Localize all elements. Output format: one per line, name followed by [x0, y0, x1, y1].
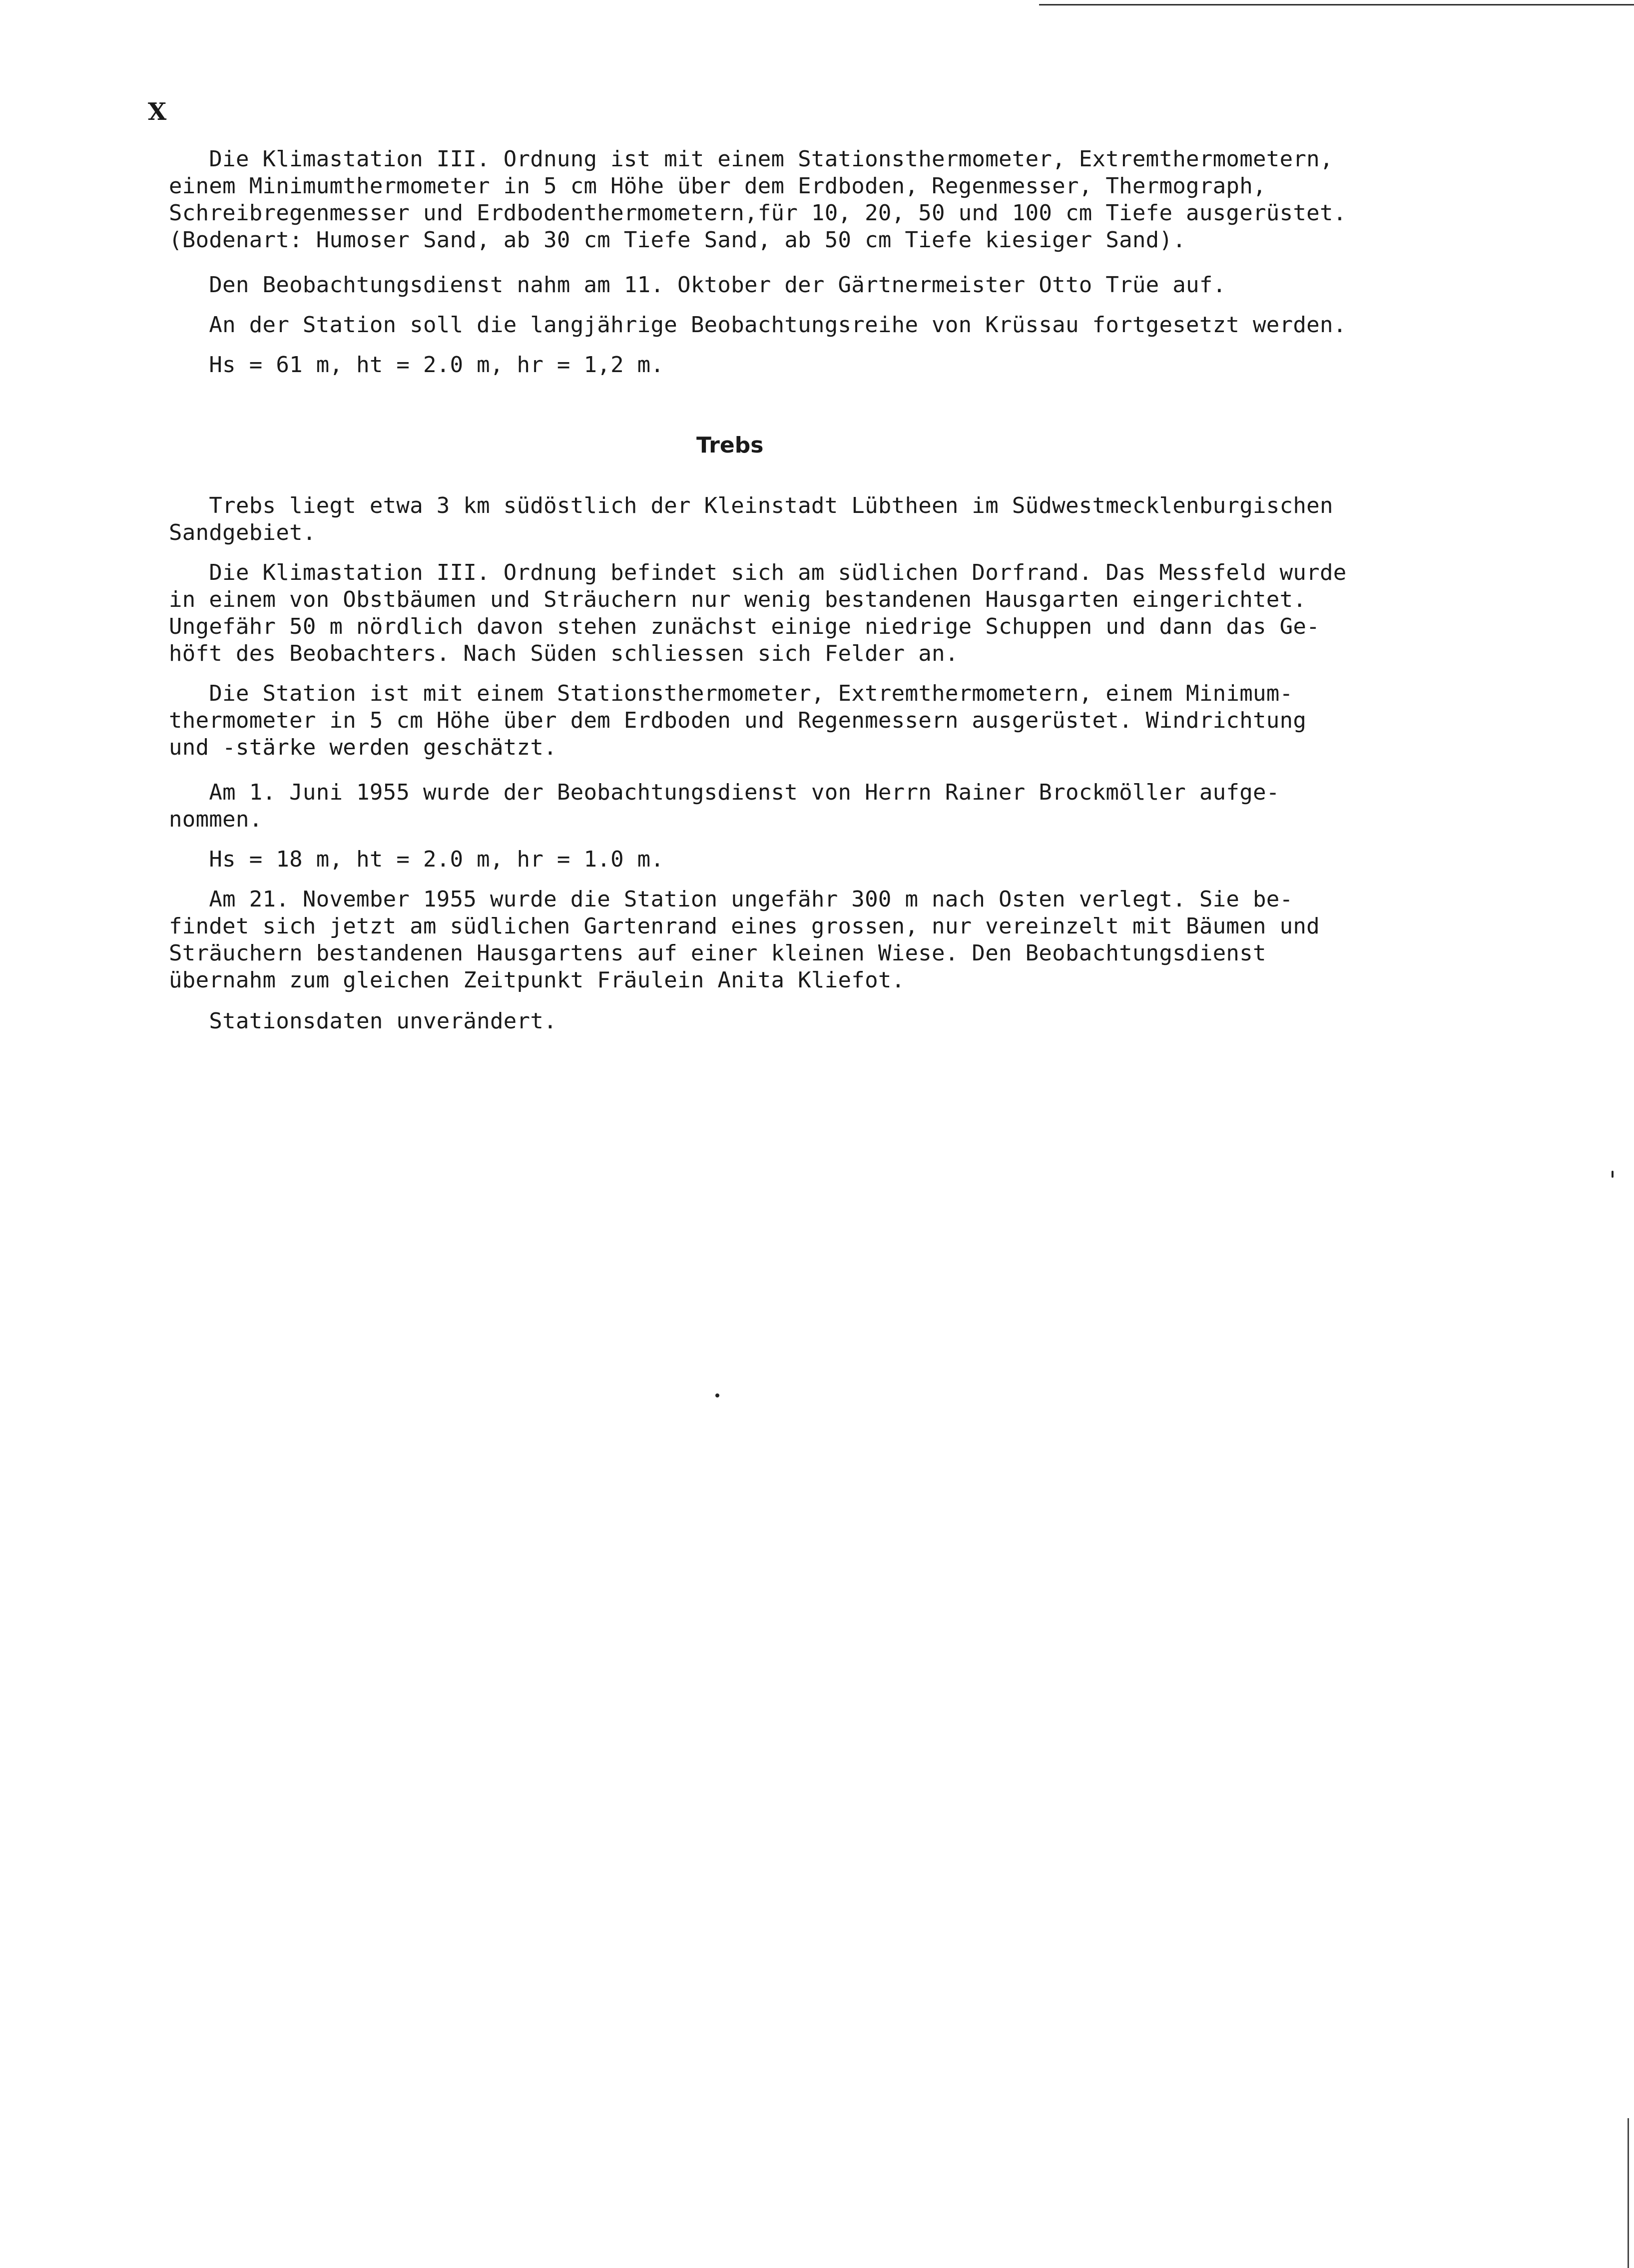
kruessau-observer-paragraph: Den Beobachtungsdienst nahm am 11. Oktober der Gärtnermeister Otto Trüe auf.: [169, 272, 1226, 298]
trebs-unchanged-note: Stationsdaten unverändert.: [169, 1008, 557, 1034]
scan-speck: [1612, 1171, 1614, 1178]
kruessau-continuation-paragraph: An der Station soll die langjährige Beobachtungsreihe von Krüssau fortgesetzt werden.: [169, 312, 1347, 338]
scan-speck: [715, 1393, 719, 1397]
kruessau-equipment-paragraph: Die Klimastation III. Ordnung ist mit einem Stationsthermometer, Extremthermometern, einem Minimumthermometer in 5 cm Höhe über dem Erdboden, Regenmesser, Thermograph, Schreibregenmesser und Erdbodenthermometern,für 10, 20, 50 und 100 cm Tiefe ausgerüstet. (Bodenart: Humoser Sand, ab 30 cm Tiefe Sand, ab 50 cm Tiefe kiesiger Sand).: [169, 146, 1347, 253]
trebs-site-paragraph: Die Klimastation III. Ordnung befindet sich am südlichen Dorfrand. Das Messfeld wurde in einem von Obstbäumen und Sträuchern nur wenig bestandenen Hausgarten eingerichtet. Ungefähr 50 m nördlich davon stehen zunächst einige niedrige Schuppen und dann das Ge- höft des Beobachters. Nach Süden schliessen sich Felder an.: [169, 560, 1347, 666]
trebs-equipment-paragraph: Die Station ist mit einem Stationsthermometer, Extremthermometern, einem Minimum- thermometer in 5 cm Höhe über dem Erdboden und Regenmessern ausgerüstet. Windrichtung und -stärke werden geschätzt.: [169, 681, 1307, 760]
page-marker: X: [148, 98, 167, 126]
top-edge-rule: [1039, 4, 1634, 5]
trebs-station-data: Hs = 18 m, ht = 2.0 m, hr = 1.0 m.: [169, 847, 664, 872]
kruessau-station-data: Hs = 61 m, ht = 2.0 m, hr = 1,2 m.: [169, 352, 664, 378]
section-heading-trebs: Trebs: [696, 433, 764, 458]
trebs-relocation-paragraph: Am 21. November 1955 wurde die Station ungefähr 300 m nach Osten verlegt. Sie be- findet sich jetzt am südlichen Gartenrand eines grossen, nur vereinzelt mit Bäumen und Sträuchern bestandenen Hausgartens auf einer kleinen Wiese. Den Beobachtungsdienst übernahm zum gleichen Zeitpunkt Fräulein Anita Kliefot.: [169, 887, 1320, 993]
trebs-observer-paragraph: Am 1. Juni 1955 wurde der Beobachtungsdienst von Herrn Rainer Brockmöller aufge- nommen.: [169, 780, 1280, 832]
trebs-location-paragraph: Trebs liegt etwa 3 km südöstlich der Kleinstadt Lübtheen im Südwestmecklenburgischen Sandgebiet.: [169, 493, 1333, 545]
scan-edge-line: [1628, 2118, 1629, 2268]
